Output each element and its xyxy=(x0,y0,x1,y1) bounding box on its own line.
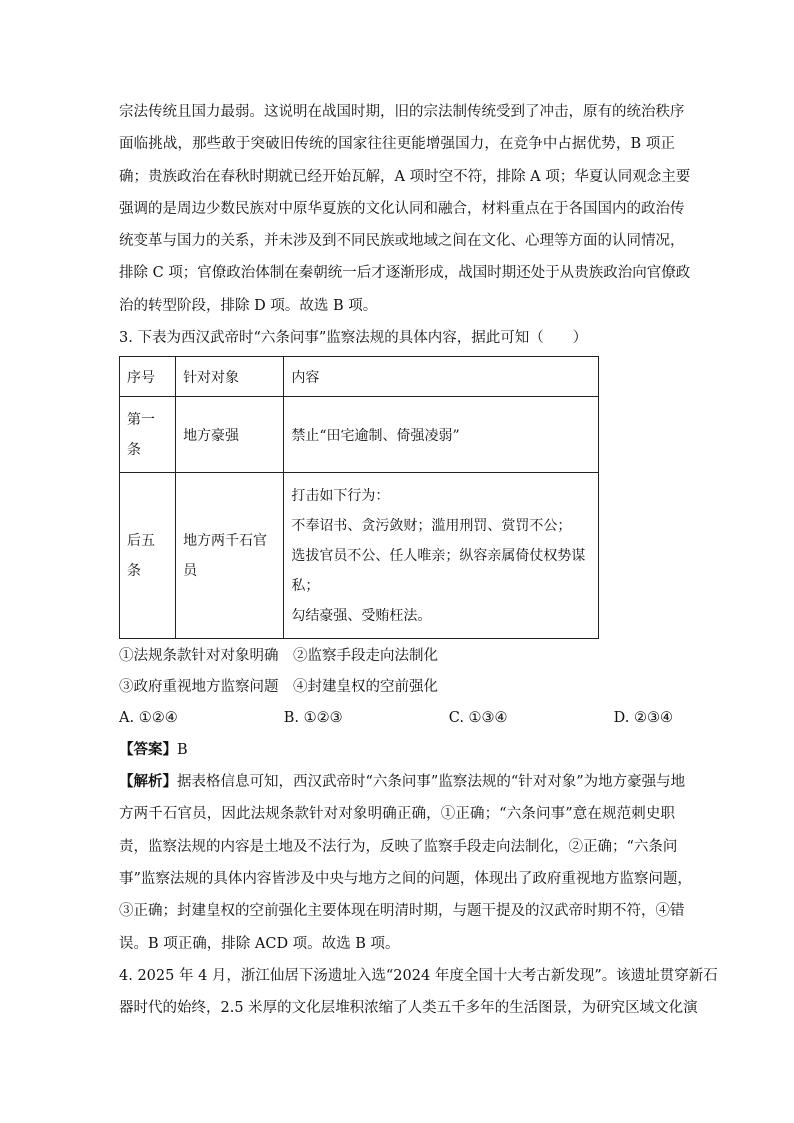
analysis-line: 责，监察法规的内容是土地及不法行为，反映了监察手段走向法制化，②正确；“六条问 xyxy=(119,838,678,855)
table-row xyxy=(120,397,599,473)
analysis-line: 方两千石官员，因此法规条款针对对象明确正确，①正确；“六条问事”意在规范刺史职 xyxy=(119,806,675,823)
analysis-line: 排除 C 项；官僚政治体制在秦朝统一后才逐渐形成，战国时期还处于从贵族政治向官僚政 xyxy=(119,265,691,282)
analysis-line xyxy=(119,766,686,798)
row2-number-line: 条 xyxy=(127,562,141,579)
question-4-stem xyxy=(119,960,718,1025)
row1-number xyxy=(120,397,176,473)
row2-number-line: 后五 xyxy=(127,532,155,549)
statement-line: ①法规条款针对对象明确 ②监察手段走向法制化 xyxy=(119,648,438,665)
question-3-stem: 3. 下表为西汉武帝时“六条问事”监察法规的具体内容，据此可知（ ） xyxy=(119,330,588,347)
row2-content-line: 选拔官员不公、任人唯亲；纵容亲属倚仗权势谋 xyxy=(291,547,586,564)
analysis-label: 【解析】 xyxy=(119,773,177,791)
analysis-line: 误。B 项正确，排除 ACD 项。故选 B 项。 xyxy=(119,935,400,952)
row2-target-line: 地方两千石官 xyxy=(183,532,268,549)
table-header-row xyxy=(120,357,599,397)
question-3-analysis xyxy=(119,766,692,960)
row2-target-line: 员 xyxy=(183,562,198,579)
previous-analysis xyxy=(119,96,691,322)
answer-label: 【答案】 xyxy=(119,741,177,759)
choice-d: D. ②③④ xyxy=(613,710,673,727)
question-4-line: 4. 2025 年 4 月，浙江仙居下汤遗址入选“2024 年度全国十大考古新发现”。该遗址贯穿新石 xyxy=(119,967,718,984)
answer-line xyxy=(119,734,675,766)
analysis-line: ③正确；封建皇权的空前强化主要体现在明清时期，与题干提及的汉武帝时期不符，④错 xyxy=(119,903,685,920)
analysis-line: 面临挑战，那些敢于突破旧传统的国家往往更能增强国力，在竞争中占据优势，B 项正 xyxy=(119,136,675,153)
row2-content-line: 不奉诏书、贪污敛财；滥用刑罚、赏罚不公； xyxy=(291,517,572,534)
row1-target: 地方豪强 xyxy=(176,397,284,473)
analysis-line: 治的转型阶段，排除 D 项。故选 B 项。 xyxy=(119,297,378,314)
choice-c: C. ①③④ xyxy=(448,710,508,727)
question-4-line: 器时代的始终，2.5 米厚的文化层堆积浓缩了人类五千多年的生活图景，为研究区域文化演 xyxy=(119,1000,698,1017)
row2-content-line: 打击如下行为： xyxy=(291,487,390,504)
document-page xyxy=(119,96,718,1024)
row2-content-line: 私； xyxy=(291,577,320,594)
six-articles-table xyxy=(119,356,599,639)
analysis-text: 据表格信息可知，西汉武帝时“六条问事”监察法规的“针对对象”为地方豪强与地 xyxy=(177,774,686,791)
row2-number xyxy=(120,473,176,639)
analysis-line: 宗法传统且国力最弱。这说明在战国时期，旧的宗法制传统受到了冲击，原有的统治秩序 xyxy=(119,104,685,120)
analysis-line: 强调的是周边少数民族对中原华夏族的文化认同和融合，材料重点在于各国国内的政治传 xyxy=(119,200,685,217)
header-number: 序号 xyxy=(120,357,176,397)
choice-b: B. ①②③ xyxy=(283,710,343,727)
statement-list xyxy=(119,641,675,702)
analysis-line: 确；贵族政治在春秋时期就已经开始瓦解，A 项时空不符，排除 A 项；华夏认同观念主要 xyxy=(119,168,691,185)
row2-target xyxy=(176,473,284,639)
row1-number-line: 条 xyxy=(127,441,141,458)
header-content: 内容 xyxy=(284,357,599,397)
row1-content: 禁止“田宅逾制、倚强凌弱” xyxy=(284,397,599,473)
row1-number-line: 第一 xyxy=(127,411,155,428)
choice-a: A. ①②④ xyxy=(119,710,178,727)
answer-choices xyxy=(119,702,673,734)
row2-content xyxy=(284,473,599,639)
analysis-line: 统变革与国力的关系，并未涉及到不同民族或地域之间在文化、心理等方面的认同情况， xyxy=(119,233,685,250)
table-row xyxy=(120,473,599,639)
statement-line: ③政府重视地方监察问题 ④封建皇权的空前强化 xyxy=(119,678,438,695)
analysis-line: 事”监察法规的具体内容皆涉及中央与地方之间的问题，体现出了政府重视地方监察问题， xyxy=(119,870,692,887)
header-target: 针对对象 xyxy=(176,357,284,397)
row2-content-line: 勾结豪强、受贿枉法。 xyxy=(291,607,432,624)
answer-value: B xyxy=(177,742,188,759)
